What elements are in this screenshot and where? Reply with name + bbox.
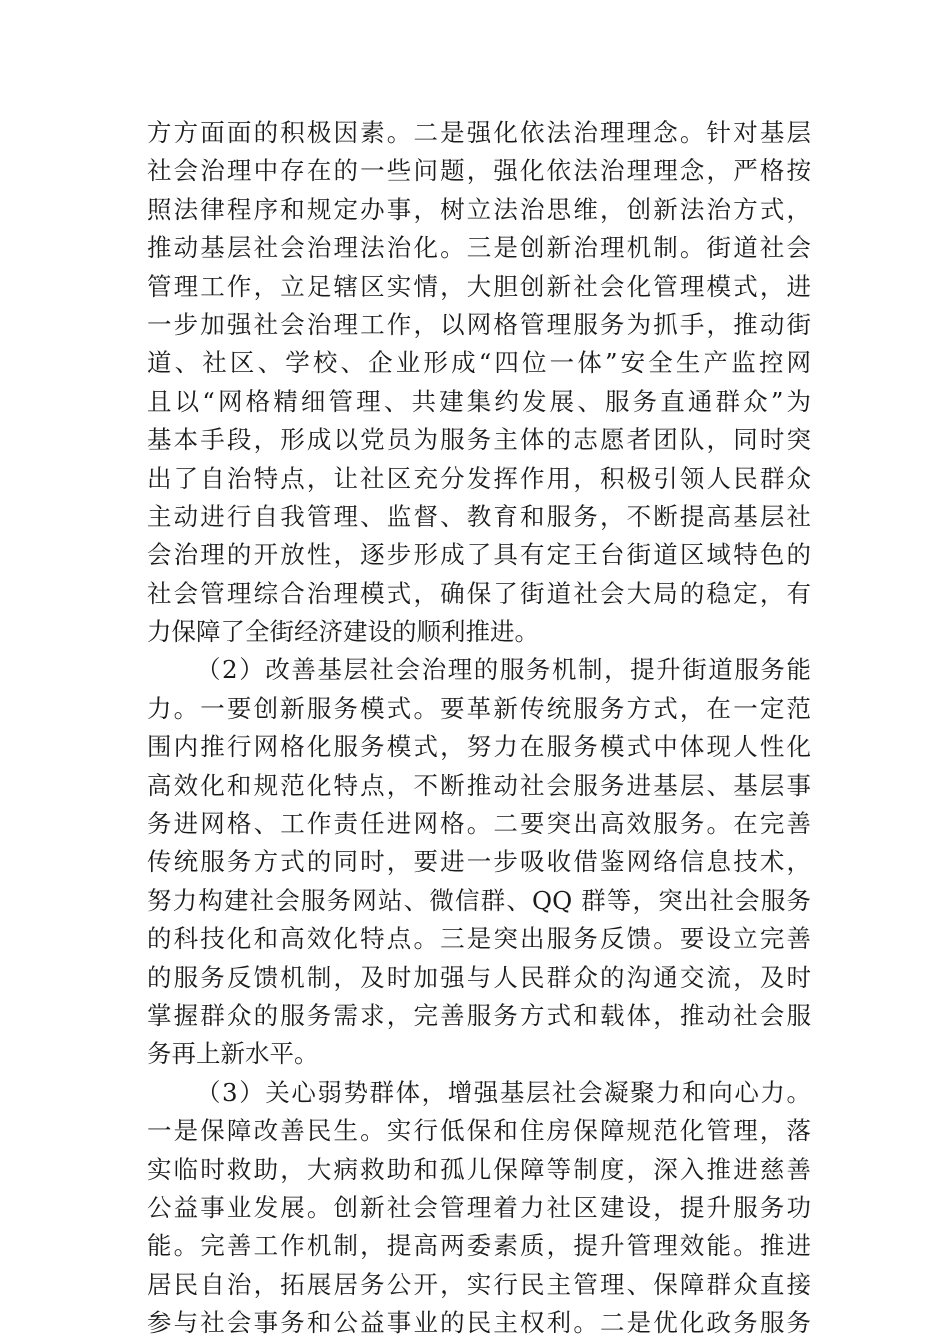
text-line: 一是保障改善民生。实行低保和住房保障规范化管理，落 xyxy=(147,1116,811,1146)
document-body xyxy=(147,114,811,1343)
text-line: 方方面面的积极因素。二是强化依法治理理念。针对基层 xyxy=(147,118,811,147)
text-line: 一步加强社会治理工作，以网格管理服务为抓手，推动街 xyxy=(147,309,811,339)
text-line: 主动进行自我管理、监督、教育和服务，不断提高基层社 xyxy=(147,501,811,531)
text-line: 推动基层社会治理法治化。三是创新治理机制。街道社会 xyxy=(147,233,811,263)
text-line: 且以“网格精细管理、共建集约发展、服务直通群众”为 xyxy=(147,386,811,416)
text-line: 居民自治，拓展居务公开，实行民主管理、保障群众直接 xyxy=(147,1269,811,1299)
text-line: 的服务反馈机制，及时加强与人民群众的沟通交流，及时 xyxy=(147,962,811,992)
text-line: 能。完善工作机制，提高两委素质，提升管理效能。推进 xyxy=(147,1231,811,1261)
text-line: 高效化和规范化特点，不断推动社会服务进基层、基层事 xyxy=(147,770,811,800)
paragraph-heading-line: （3）关心弱势群体，增强基层社会凝聚力和向心力。 xyxy=(196,1077,811,1107)
text-line: 社会管理综合治理模式，确保了街道社会大局的稳定，有 xyxy=(147,578,811,608)
text-line: 照法律程序和规定办事，树立法治思维，创新法治方式， xyxy=(147,194,811,224)
text-line: 管理工作，立足辖区实情，大胆创新社会化管理模式，进 xyxy=(147,271,811,301)
text-line: 实临时救助，大病救助和孤儿保障等制度，深入推进慈善 xyxy=(147,1154,811,1184)
text-line: 努力构建社会服务网站、微信群、QQ 群等，突出社会服务 xyxy=(147,885,811,915)
text-line: 出了自治特点，让社区充分发挥作用，积极引领人民群众 xyxy=(147,463,811,493)
paragraph-heading-line: （2）改善基层社会治理的服务机制，提升街道服务能 xyxy=(196,655,811,685)
text-line: 会治理的开放性，逐步形成了具有定王台街道区域特色的 xyxy=(147,540,811,570)
paragraph-end-line: 力保障了全街经济建设的顺利推进。 xyxy=(147,617,539,647)
text-line: 围内推行网格化服务模式，努力在服务模式中体现人性化 xyxy=(147,732,811,762)
text-line: 社会治理中存在的一些问题，强化依法治理理念，严格按 xyxy=(147,156,811,186)
text-line: 参与社会事务和公益事业的民主权利。二是优化政务服务 xyxy=(147,1308,811,1338)
text-line: 力。一要创新服务模式。要革新传统服务方式，在一定范 xyxy=(147,693,811,723)
text-line: 传统服务方式的同时，要进一步吸收借鉴网络信息技术， xyxy=(147,847,811,877)
paragraph-end-line: 务再上新水平。 xyxy=(147,1039,319,1069)
text-line: 务进网格、工作责任进网格。二要突出高效服务。在完善 xyxy=(147,809,811,839)
text-line: 道、社区、学校、企业形成“四位一体”安全生产监控网 xyxy=(147,348,811,378)
text-line: 掌握群众的服务需求，完善服务方式和载体，推动社会服 xyxy=(147,1000,811,1030)
text-line: 基本手段，形成以党员为服务主体的志愿者团队，同时突 xyxy=(147,425,811,455)
text-line: 的科技化和高效化特点。三是突出服务反馈。要设立完善 xyxy=(147,924,811,954)
text-line: 公益事业发展。创新社会管理着力社区建设，提升服务功 xyxy=(147,1192,811,1222)
